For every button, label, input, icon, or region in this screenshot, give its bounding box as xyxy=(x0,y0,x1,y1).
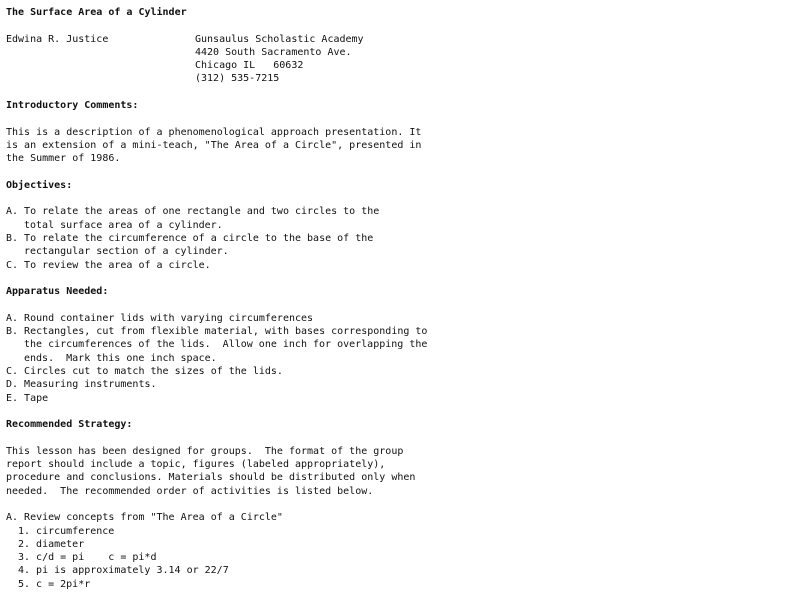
author-block xyxy=(6,33,796,46)
objective-item-cont: total surface area of a cylinder. xyxy=(24,219,223,231)
apparatus-item-cont: the circumferences of the lids. Allow one inch for overlapping the xyxy=(24,339,428,351)
spacer xyxy=(6,432,796,445)
objective-item-cont: rectangular section of a cylinder. xyxy=(24,246,229,258)
author-name: Edwina R. Justice xyxy=(6,33,109,45)
document-page xyxy=(6,0,796,591)
spacer xyxy=(6,166,796,179)
spacer xyxy=(6,299,796,312)
intro-heading: Introductory Comments: xyxy=(6,100,139,112)
sub-item: 5. c = 2pi*r xyxy=(18,578,91,590)
objective-item: A. To relate the areas of one rectangle and two circles to the xyxy=(6,206,380,218)
apparatus-item: D. Measuring instruments. xyxy=(6,379,157,391)
spacer xyxy=(6,112,796,125)
strategy-line: procedure and conclusions. Materials should be distributed only when xyxy=(6,472,416,484)
sub-item: 1. circumference xyxy=(18,525,115,537)
spacer xyxy=(6,498,796,511)
apparatus-item: E. Tape xyxy=(6,392,49,404)
objective-item: B. To relate the circumference of a circle to the base of the xyxy=(6,233,374,245)
objectives-heading: Objectives: xyxy=(6,179,73,191)
activity-item: A. Review concepts from "The Area of a Circle" xyxy=(6,512,283,524)
sub-item: 4. pi is approximately 3.14 or 22/7 xyxy=(18,565,229,577)
school-phone: (312) 535-7215 xyxy=(195,73,280,85)
spacer xyxy=(6,19,796,32)
apparatus-item: C. Circles cut to match the sizes of the lids. xyxy=(6,366,283,378)
school-street: 4420 South Sacramento Ave. xyxy=(195,46,352,58)
intro-line: This is a description of a phenomenological approach presentation. It xyxy=(6,126,422,138)
intro-line: the Summer of 1986. xyxy=(6,153,121,165)
sub-item: 3. c/d = pi c = pi*d xyxy=(18,552,157,564)
spacer xyxy=(6,86,796,99)
apparatus-heading: Apparatus Needed: xyxy=(6,286,109,298)
apparatus-item-cont: ends. Mark this one inch space. xyxy=(24,352,217,364)
intro-line: is an extension of a mini-teach, "The Area of a Circle", presented in xyxy=(6,139,422,151)
school-city: Chicago IL 60632 xyxy=(195,60,304,72)
strategy-line: needed. The recommended order of activities is listed below. xyxy=(6,485,374,497)
apparatus-item: B. Rectangles, cut from flexible material, with bases corresponding to xyxy=(6,326,428,338)
spacer xyxy=(6,272,796,285)
document-title: The Surface Area of a Cylinder xyxy=(6,7,187,18)
spacer xyxy=(6,192,796,205)
apparatus-item: A. Round container lids with varying circumferences xyxy=(6,312,314,324)
objective-item: C. To review the area of a circle. xyxy=(6,259,211,271)
strategy-line: This lesson has been designed for groups. The format of the group xyxy=(6,445,404,457)
strategy-line: report should include a topic, figures (labeled appropriately), xyxy=(6,459,386,471)
sub-item: 2. diameter xyxy=(18,538,85,550)
strategy-heading: Recommended Strategy: xyxy=(6,419,133,431)
school-name: Gunsaulus Scholastic Academy xyxy=(195,33,364,45)
spacer xyxy=(6,405,796,418)
